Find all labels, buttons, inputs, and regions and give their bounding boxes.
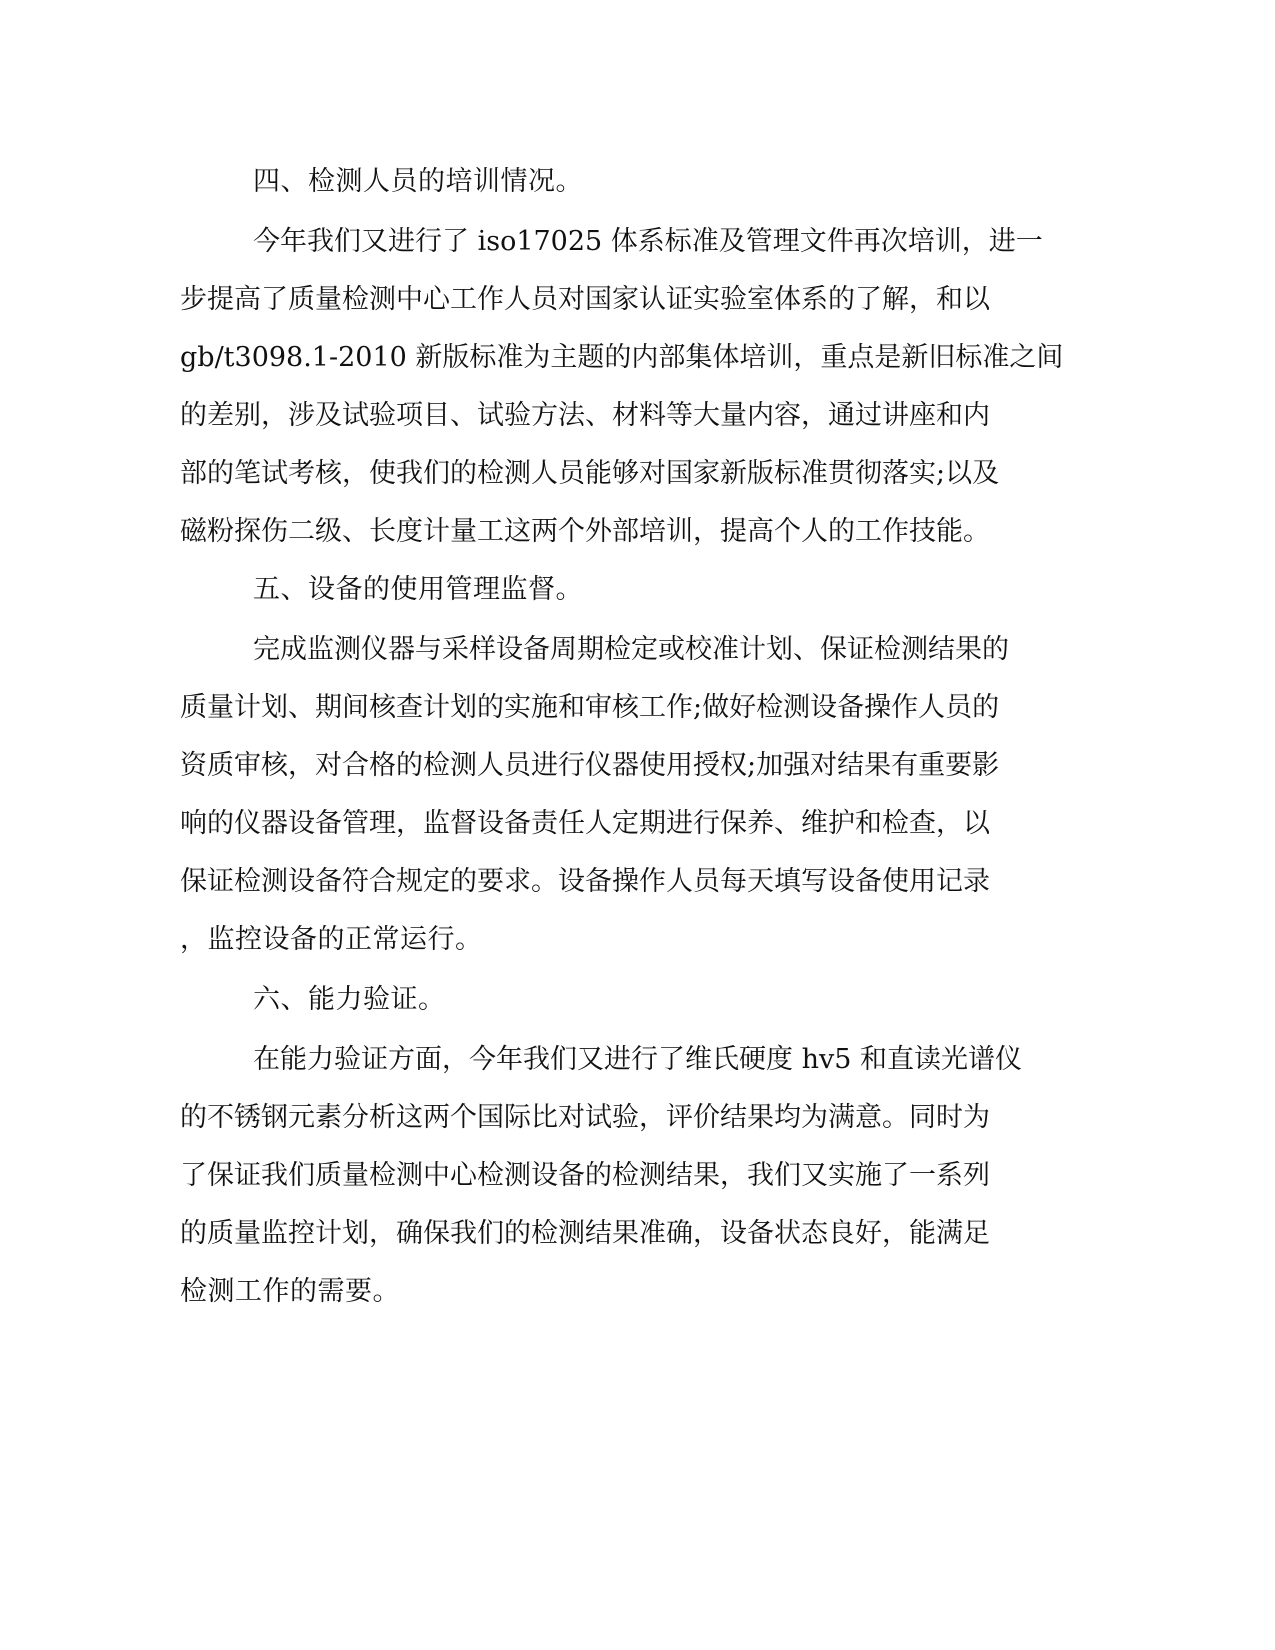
- paragraph-line: 在能力验证方面，今年我们又进行了维氏硬度 hv5 和直读光谱仪: [253, 1044, 1022, 1075]
- paragraph-line: 今年我们又进行了 iso17025 体系标准及管理文件再次培训，进一: [253, 226, 1043, 257]
- paragraph-line: 质量计划、期间核查计划的实施和审核工作;做好检测设备操作人员的: [180, 692, 1000, 723]
- paragraph-line: 步提高了质量检测中心工作人员对国家认证实验室体系的了解，和以: [180, 284, 990, 315]
- paragraph-line: 完成监测仪器与采样设备周期检定或校准计划、保证检测结果的: [253, 634, 1009, 665]
- paragraph-line: gb/t3098.1-2010 新版标准为主题的内部集体培训，重点是新旧标准之间: [180, 342, 1064, 373]
- paragraph-line: 保证检测设备符合规定的要求。设备操作人员每天填写设备使用记录: [180, 866, 990, 897]
- section-heading-training: 四、检测人员的培训情况。: [253, 166, 583, 197]
- paragraph-line: 磁粉探伤二级、长度计量工这两个外部培训，提高个人的工作技能。: [180, 516, 990, 547]
- paragraph-line: 检测工作的需要。: [180, 1276, 400, 1307]
- paragraph-line: 的差别，涉及试验项目、试验方法、材料等大量内容，通过讲座和内: [180, 400, 990, 431]
- section-heading-equipment: 五、设备的使用管理监督。: [253, 574, 583, 605]
- paragraph-line: 部的笔试考核，使我们的检测人员能够对国家新版标准贯彻落实;以及: [180, 458, 1000, 489]
- section-heading-proficiency: 六、能力验证。: [253, 984, 446, 1015]
- paragraph-line: 资质审核，对合格的检测人员进行仪器使用授权;加强对结果有重要影: [180, 750, 1000, 781]
- paragraph-line: 的质量监控计划，确保我们的检测结果准确，设备状态良好，能满足: [180, 1218, 990, 1249]
- paragraph-line: 响的仪器设备管理，监督设备责任人定期进行保养、维护和检查，以: [180, 808, 990, 839]
- paragraph-line: ，监控设备的正常运行。: [180, 924, 483, 955]
- paragraph-line: 的不锈钢元素分析这两个国际比对试验，评价结果均为满意。同时为: [180, 1102, 990, 1133]
- paragraph-line: 了保证我们质量检测中心检测设备的检测结果，我们又实施了一系列: [180, 1160, 990, 1191]
